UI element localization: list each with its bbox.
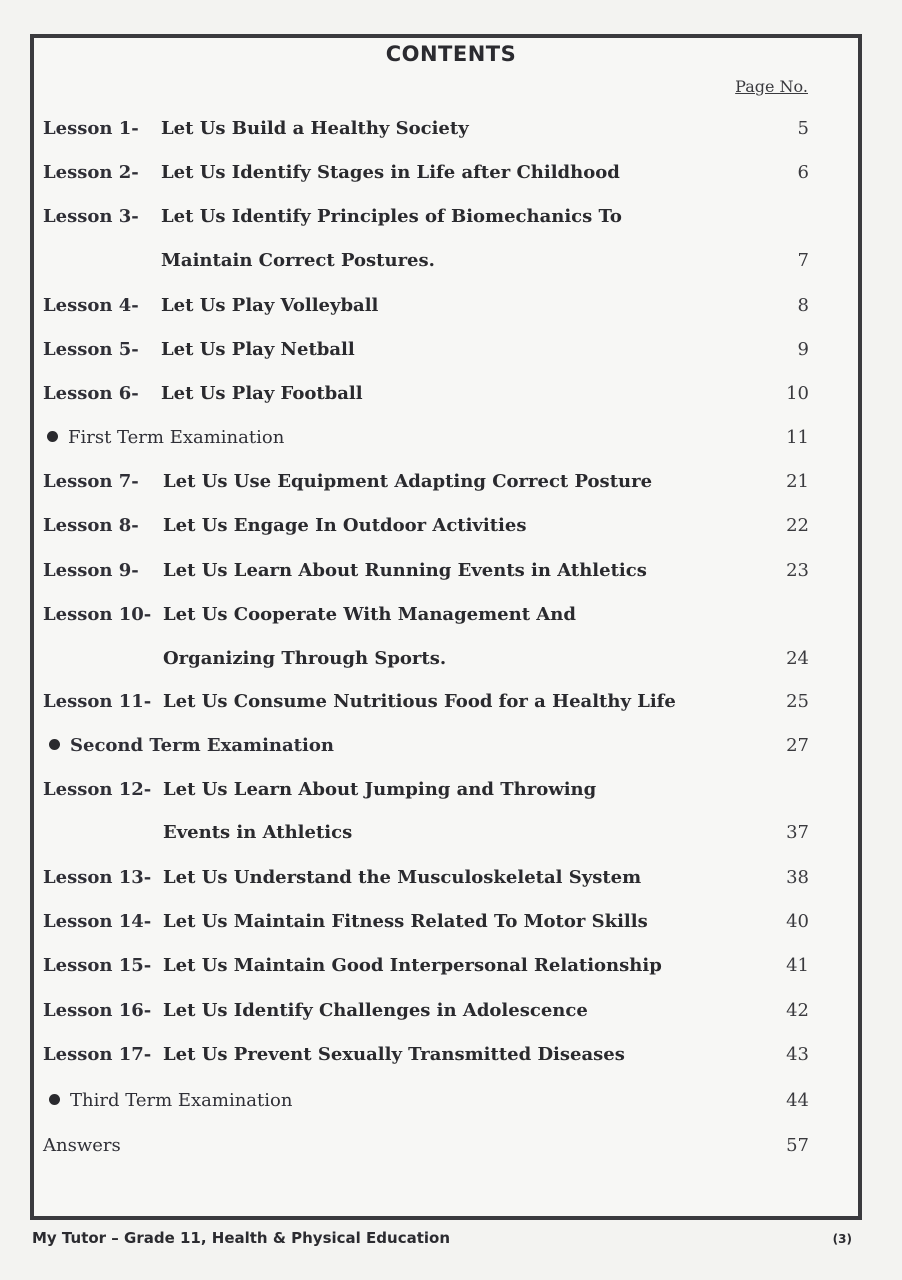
toc-entry-title: Let Us Maintain Fitness Related To Motor Skills (163, 911, 648, 932)
toc-entry-title-continuation: Maintain Correct Postures. (161, 250, 435, 271)
toc-entry-title: Let Us Identify Principles of Biomechanics To (161, 206, 622, 227)
toc-entry-title: Let Us Learn About Running Events in Athletics (163, 560, 647, 581)
toc-entry-continuation[interactable] (43, 818, 809, 848)
toc-entry-page: 25 (786, 691, 809, 712)
toc-entry-title: First Term Examination (68, 427, 285, 448)
toc-entry-title: Let Us Understand the Musculoskeletal System (163, 867, 642, 888)
toc-exam-item (49, 731, 334, 761)
toc-exam-item (49, 1086, 292, 1116)
toc-entry-label: Lesson 5- (43, 339, 139, 360)
toc-entry-page: 57 (786, 1135, 809, 1156)
toc-entry-page: 7 (797, 250, 809, 271)
toc-entry-label: Lesson 17- (43, 1044, 152, 1065)
toc-entry[interactable] (43, 291, 809, 321)
toc-entry[interactable] (43, 158, 809, 188)
toc-entry-title-continuation: Events in Athletics (163, 822, 353, 843)
toc-entry-title: Let Us Use Equipment Adapting Correct Posture (163, 471, 653, 492)
toc-entry-page: 23 (786, 560, 809, 581)
toc-entry[interactable] (43, 114, 809, 144)
toc-entry-label: Lesson 11- (43, 691, 152, 712)
toc-entry-page: 38 (786, 867, 809, 888)
toc-entry-label: Lesson 1- (43, 118, 139, 139)
toc-entry[interactable] (43, 379, 809, 409)
toc-entry-continuation[interactable] (43, 246, 809, 276)
toc-entry-label: Lesson 10- (43, 604, 152, 625)
toc-entry-label: Lesson 12- (43, 779, 152, 800)
toc-entry-label: Lesson 14- (43, 911, 152, 932)
toc-entry-title: Let Us Play Netball (161, 339, 355, 360)
toc-entry-label: Lesson 7- (43, 471, 139, 492)
toc-entry-page: 10 (786, 383, 809, 404)
toc-entry[interactable] (43, 1040, 809, 1070)
page-title: CONTENTS (385, 42, 517, 66)
toc-entry-label: Lesson 13- (43, 867, 152, 888)
toc-entry-page: 8 (797, 295, 809, 316)
toc-entry[interactable] (43, 600, 809, 630)
toc-entry-title: Let Us Engage In Outdoor Activities (163, 515, 527, 536)
toc-entry[interactable] (43, 556, 809, 586)
toc-entry[interactable] (43, 511, 809, 541)
toc-entry-page: 5 (797, 118, 809, 139)
toc-entry-page: 40 (786, 911, 809, 932)
toc-entry-label: Lesson 2- (43, 162, 139, 183)
toc-entry-page: 41 (786, 955, 809, 976)
toc-entry-exam[interactable] (43, 731, 809, 761)
toc-entry[interactable] (43, 996, 809, 1026)
toc-entry-label: Lesson 3- (43, 206, 139, 227)
toc-entry-title: Let Us Build a Healthy Society (161, 118, 469, 139)
toc-exam-item (47, 423, 284, 453)
footer-page-number: (3) (832, 1232, 852, 1246)
toc-entry-title: Let Us Cooperate With Management And (163, 604, 576, 625)
toc-entry-page: 24 (786, 648, 809, 669)
toc-entry-exam[interactable] (43, 423, 809, 453)
page-number-column-header: Page No. (735, 77, 808, 96)
toc-entry-exam[interactable] (43, 1086, 809, 1116)
bullet-icon (47, 431, 58, 442)
toc-entry-title: Answers (43, 1135, 121, 1156)
toc-entry-title: Let Us Prevent Sexually Transmitted Diseases (163, 1044, 625, 1065)
toc-entry-title: Second Term Examination (70, 735, 334, 756)
bullet-icon (49, 739, 60, 750)
bullet-icon (49, 1094, 60, 1105)
toc-entry[interactable] (43, 335, 809, 365)
toc-entry-title: Let Us Identify Challenges in Adolescence (163, 1000, 588, 1021)
toc-entry-page: 43 (786, 1044, 809, 1065)
toc-entry-label: Lesson 15- (43, 955, 152, 976)
footer-book-title: My Tutor – Grade 11, Health & Physical Education (32, 1229, 451, 1247)
toc-entry[interactable] (43, 1131, 809, 1161)
toc-entry-title: Third Term Examination (70, 1090, 293, 1111)
toc-entry[interactable] (43, 863, 809, 893)
toc-entry-page: 27 (786, 735, 809, 756)
toc-entry[interactable] (43, 687, 809, 717)
toc-entry-page: 22 (786, 515, 809, 536)
toc-entry-title: Let Us Learn About Jumping and Throwing (163, 779, 597, 800)
toc-entry-page: 37 (786, 822, 809, 843)
toc-entry-page: 44 (786, 1090, 809, 1111)
toc-entry[interactable] (43, 775, 809, 805)
toc-entry-title: Let Us Consume Nutritious Food for a Healthy Life (163, 691, 676, 712)
toc-entry[interactable] (43, 951, 809, 981)
toc-entry[interactable] (43, 467, 809, 497)
toc-entry-label: Lesson 6- (43, 383, 139, 404)
toc-entry-title: Let Us Identify Stages in Life after Childhood (161, 162, 620, 183)
toc-entry-page: 9 (797, 339, 809, 360)
toc-entry[interactable] (43, 202, 809, 232)
toc-entry-label: Lesson 16- (43, 1000, 152, 1021)
toc-entry-title: Let Us Play Volleyball (161, 295, 379, 316)
toc-entry-label: Lesson 9- (43, 560, 139, 581)
toc-entry-title: Let Us Play Football (161, 383, 363, 404)
toc-entry[interactable] (43, 907, 809, 937)
toc-entry-page: 21 (786, 471, 809, 492)
toc-entry-continuation[interactable] (43, 644, 809, 674)
toc-entry-title-continuation: Organizing Through Sports. (163, 648, 447, 669)
toc-entry-label: Lesson 4- (43, 295, 139, 316)
toc-entry-title: Let Us Maintain Good Interpersonal Relationship (163, 955, 662, 976)
toc-entry-page: 11 (786, 427, 809, 448)
toc-entry-label: Lesson 8- (43, 515, 139, 536)
toc-entry-page: 42 (786, 1000, 809, 1021)
toc-entry-page: 6 (797, 162, 809, 183)
